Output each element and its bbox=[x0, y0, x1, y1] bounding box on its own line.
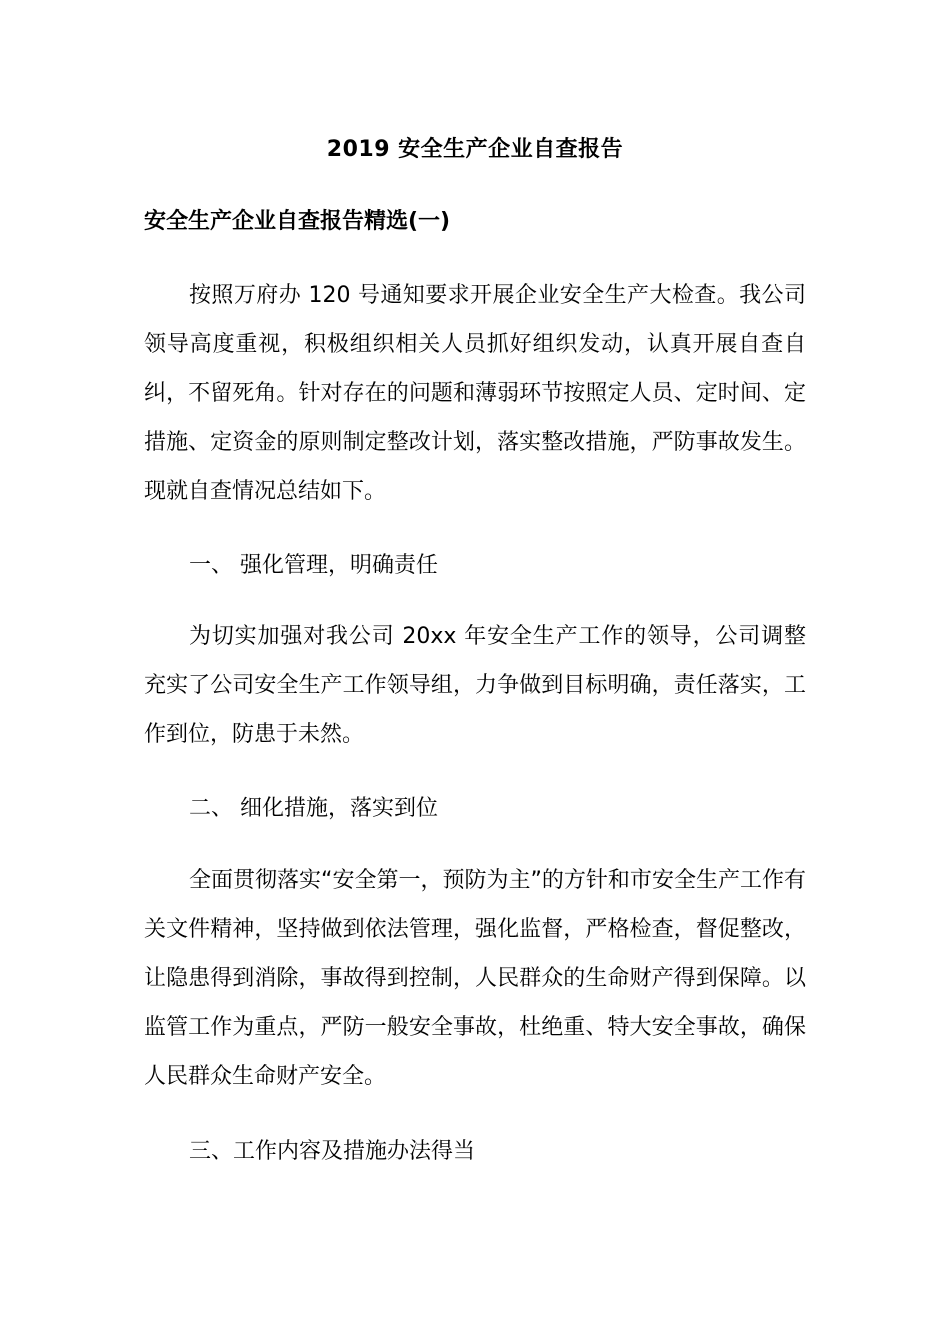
section-heading-3: 三、工作内容及措施办法得当 bbox=[189, 1139, 476, 1164]
document-title: 2019 安全生产企业自查报告 bbox=[326, 137, 624, 162]
section-heading-1: 一、 强化管理，明确责任 bbox=[189, 553, 438, 578]
section-2-paragraph: 全面贯彻落实“安全第一，预防为主”的方针和市安全生产工作有关文件精神，坚持做到依法管理，强化监督，严格检查，督促整改，让隐患得到消除，事故得到控制，人民群众的生命财产得到保障。以监管工作为重点，严防一般安全事故，杜绝重、特大安全事故，确保人民群众生命财产安全。 bbox=[144, 868, 806, 1089]
document-subtitle: 安全生产企业自查报告精选(一) bbox=[144, 209, 451, 234]
section-1-paragraph: 为切实加强对我公司 20xx 年安全生产工作的领导，公司调整充实了公司安全生产工作领导组，力争做到目标明确，责任落实，工作到位，防患于未然。 bbox=[144, 624, 806, 747]
intro-paragraph: 按照万府办 120 号通知要求开展企业安全生产大检查。我公司领导高度重视，积极组织相关人员抓好组织发动，认真开展自查自纠，不留死角。针对存在的问题和薄弱环节按照定人员、定时间、定措施、定资金的原则制定整改计划，落实整改措施，严防事故发生。现就自查情况总结如下。 bbox=[144, 283, 806, 504]
section-heading-2: 二、 细化措施，落实到位 bbox=[189, 796, 438, 821]
